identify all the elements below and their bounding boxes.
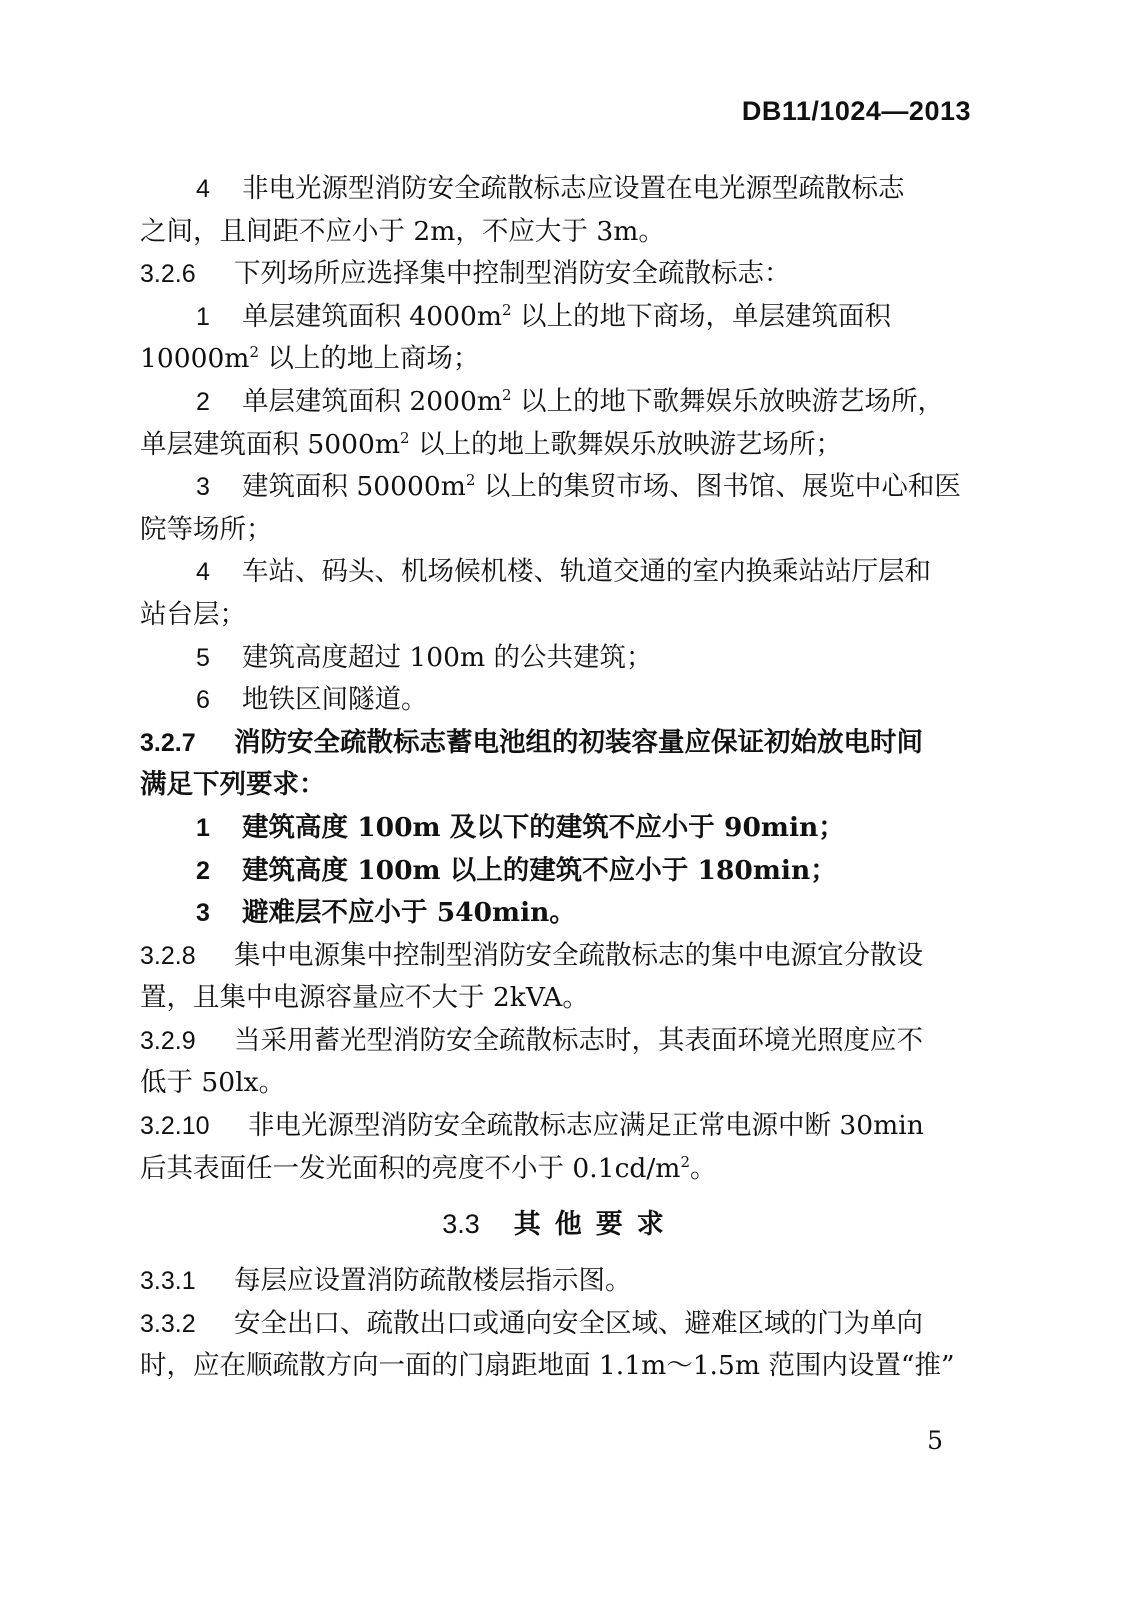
clause-3-2-7-item-2 [140,850,980,893]
superscript: 2 [502,300,512,319]
item-text: 以上的集贸市场、图书馆、展览中心和医 [475,471,961,503]
clause-text: 时，应在顺疏散方向一面的门扇距地面 1.1m～1.5m 范围内设置“推” [140,1350,955,1382]
item-text: 非电光源型消防安全疏散标志应设置在电光源型疏散标志 [242,173,905,204]
clause-3-2-10 [140,1105,980,1148]
clause-3-2-8 [140,935,980,978]
section-number: 3.3 [442,1209,480,1240]
clause-3-2-6-item-2 [140,381,980,424]
continuation-line [140,338,980,381]
continuation-line [140,1062,980,1105]
item-number: 1 [196,302,210,331]
continuation-line [140,977,980,1020]
superscript: 2 [249,343,259,362]
clause-3-2-6-item-1 [140,296,980,339]
item-text: 站台层； [140,598,246,630]
superscript: 2 [400,428,410,447]
clause-number: 3.3.1 [140,1267,196,1296]
superscript: 2 [502,386,512,405]
clause-number: 3.2.7 [140,728,196,757]
clause-text: 集中电源集中控制型消防安全疏散标志的集中电源宜分散设 [234,939,923,971]
clause-3-3-2 [140,1303,980,1346]
clause-3-2-6-item-4 [140,551,980,594]
item-number: 4 [196,558,210,587]
continuation-line [140,764,980,807]
clause-3-3-1 [140,1260,980,1303]
clause-3-2-5-item-4 [140,168,980,211]
item-number: 1 [196,813,210,842]
clause-3-2-7-item-3 [140,892,980,935]
item-number: 3 [196,899,210,928]
superscript: 2 [680,1152,690,1171]
item-text: 建筑面积 50000m [242,471,466,503]
document-code: DB11/1024—2013 [741,96,971,126]
clause-3-2-6 [140,253,980,296]
item-text: 以上的地上商场； [258,343,480,375]
clause-text: 安全出口、疏散出口或通向安全区域、避难区域的门为单向 [234,1307,923,1339]
item-number: 4 [196,175,210,203]
item-text: 院等场所； [140,513,273,545]
item-text: 以上的地上歌舞娱乐放映游艺场所； [409,428,842,460]
item-text: 单层建筑面积 4000m [242,300,502,332]
continuation-line [140,594,980,637]
item-text: 建筑高度 100m 以上的建筑不应小于 180min； [242,854,837,886]
clause-3-2-6-item-3 [140,466,980,509]
page-number: 5 [927,1426,943,1455]
continuation-line [140,1345,980,1388]
item-text: 10000m [140,343,250,375]
clause-text: 。 [689,1152,717,1184]
continuation-line [140,424,980,467]
item-text: 建筑高度 100m 及以下的建筑不应小于 90min； [242,811,845,843]
item-number: 3 [196,473,210,502]
clause-3-2-6-item-5 [140,637,980,680]
continuation-line [140,509,980,552]
item-number: 2 [196,856,210,885]
superscript: 2 [465,471,476,490]
item-number: 2 [196,387,210,416]
item-number: 6 [196,686,210,715]
clause-number: 3.2.8 [140,941,196,970]
document-body [140,168,980,1388]
clause-3-2-9 [140,1020,980,1063]
clause-3-2-7-item-1 [140,807,980,850]
clause-text: 后其表面任一发光面积的亮度不小于 0.1cd/m [140,1152,681,1184]
clause-3-2-6-item-6 [140,679,980,722]
continuation-line [140,211,980,254]
clause-number: 3.2.9 [140,1026,196,1055]
clause-number: 3.2.6 [140,260,196,289]
item-text: 单层建筑面积 5000m [140,428,400,460]
clause-text: 下列场所应选择集中控制型消防安全疏散标志： [234,258,791,290]
continuation-line [140,1148,980,1191]
clause-text: 置，且集中电源容量应不大于 2kVA。 [140,982,589,1014]
item-text: 单层建筑面积 2000m [242,385,502,417]
item-text: 地铁区间隧道。 [242,684,428,716]
item-number: 5 [196,643,210,672]
clause-text: 满足下列要求： [140,769,326,801]
clause-text: 消防安全疏散标志蓄电池组的初装容量应保证初始放电时间 [234,726,923,758]
clause-3-2-7 [140,722,980,765]
item-text: 建筑高度超过 100m 的公共建筑； [242,641,653,673]
section-title: 其他要求 [513,1209,678,1241]
clause-number: 3.3.2 [140,1309,196,1338]
item-text: 车站、码头、机场候机楼、轨道交通的室内换乘站站厅层和 [242,556,931,588]
clause-text: 当采用蓄光型消防安全疏散标志时，其表面环境光照度应不 [234,1024,923,1056]
item-text: 以上的地下歌舞娱乐放映游艺场所， [511,385,944,417]
item-text: 以上的地下商场，单层建筑面积 [511,300,891,332]
clause-text: 每层应设置消防疏散楼层指示图。 [234,1265,632,1297]
section-heading [140,1192,980,1256]
clause-text: 非电光源型消防安全疏散标志应满足正常电源中断 30min [248,1110,924,1142]
item-text: 之间，且间距不应小于 2m，不应大于 3m。 [140,215,665,247]
item-text: 避难层不应小于 540min。 [242,897,576,929]
clause-number: 3.2.10 [140,1112,210,1141]
clause-text: 低于 50lx。 [140,1067,286,1099]
